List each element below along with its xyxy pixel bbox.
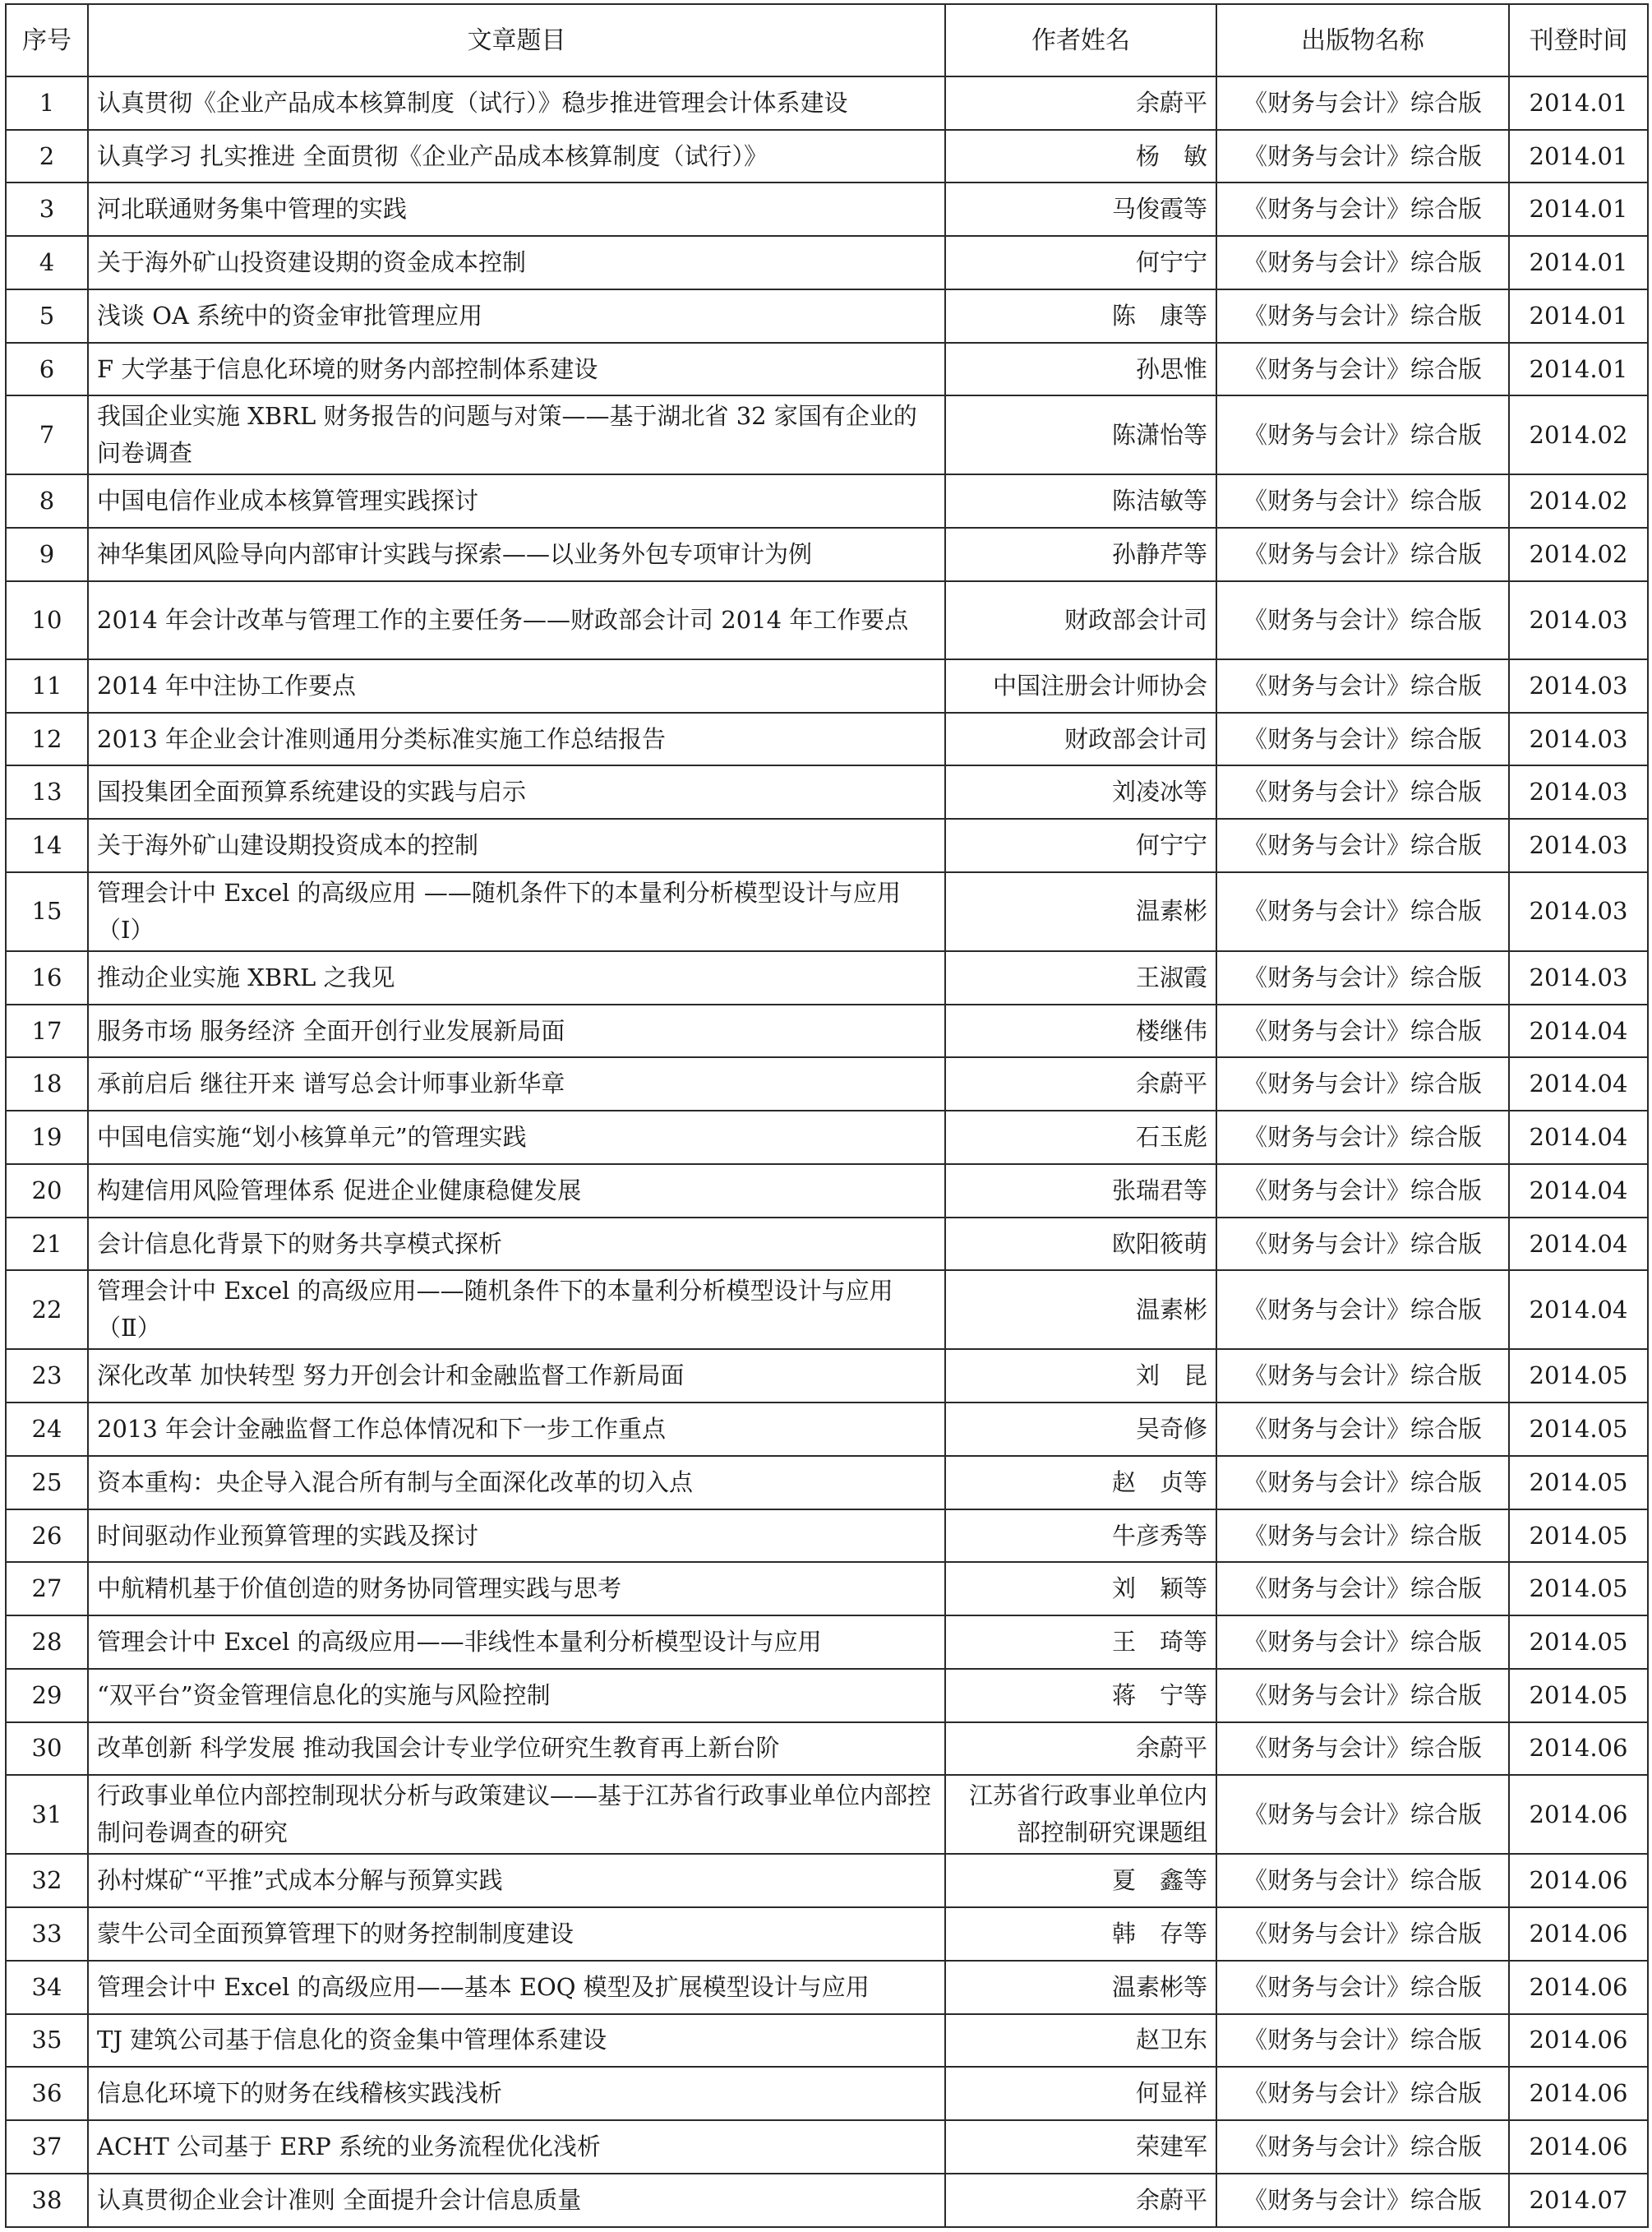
cell-publication: 《财务与会计》综合版 [1216, 76, 1509, 130]
cell-title: 推动企业实施 XBRL 之我见 [88, 951, 945, 1005]
cell-date: 2014.01 [1509, 130, 1648, 183]
table-row [6, 1961, 1648, 2014]
cell-no: 23 [6, 1349, 88, 1403]
cell-no: 35 [6, 2014, 88, 2068]
cell-title: 管理会计中 Excel 的高级应用——基本 EOQ 模型及扩展模型设计与应用 [88, 1961, 945, 2014]
cell-publication: 《财务与会计》综合版 [1216, 1111, 1509, 1164]
cell-date: 2014.06 [1509, 1907, 1648, 1961]
table-row [6, 713, 1648, 766]
cell-date: 2014.06 [1509, 2120, 1648, 2174]
cell-publication: 《财务与会计》综合版 [1216, 1270, 1509, 1349]
cell-no: 12 [6, 713, 88, 766]
cell-date: 2014.01 [1509, 76, 1648, 130]
cell-author: 江苏省行政事业单位内部控制研究课题组 [945, 1775, 1216, 1854]
cell-no: 34 [6, 1961, 88, 2014]
cell-publication: 《财务与会计》综合版 [1216, 819, 1509, 872]
cell-no: 10 [6, 581, 88, 659]
cell-author: 吴奇修 [945, 1403, 1216, 1456]
cell-publication: 《财务与会计》综合版 [1216, 1057, 1509, 1111]
cell-title: 服务市场 服务经济 全面开创行业发展新局面 [88, 1005, 945, 1058]
cell-author: 余蔚平 [945, 76, 1216, 130]
cell-author: 何显祥 [945, 2067, 1216, 2120]
cell-no: 16 [6, 951, 88, 1005]
cell-title: 认真贯彻企业会计准则 全面提升会计信息质量 [88, 2174, 945, 2227]
cell-no: 9 [6, 528, 88, 581]
cell-author: 孙静芹等 [945, 528, 1216, 581]
cell-no: 32 [6, 1854, 88, 1907]
cell-no: 26 [6, 1509, 88, 1563]
cell-date: 2014.04 [1509, 1057, 1648, 1111]
table-row [6, 1349, 1648, 1403]
cell-publication: 《财务与会计》综合版 [1216, 1164, 1509, 1218]
cell-publication: 《财务与会计》综合版 [1216, 183, 1509, 236]
cell-no: 36 [6, 2067, 88, 2120]
cell-no: 24 [6, 1403, 88, 1456]
cell-publication: 《财务与会计》综合版 [1216, 1615, 1509, 1669]
cell-publication: 《财务与会计》综合版 [1216, 130, 1509, 183]
cell-publication: 《财务与会计》综合版 [1216, 1669, 1509, 1722]
cell-date: 2014.06 [1509, 1722, 1648, 1776]
cell-author: 余蔚平 [945, 1057, 1216, 1111]
table-row [6, 183, 1648, 236]
table-row [6, 2174, 1648, 2227]
cell-publication: 《财务与会计》综合版 [1216, 1722, 1509, 1776]
cell-title: “双平台”资金管理信息化的实施与风险控制 [88, 1669, 945, 1722]
table-row [6, 130, 1648, 183]
cell-author: 张瑞君等 [945, 1164, 1216, 1218]
cell-author: 石玉彪 [945, 1111, 1216, 1164]
cell-publication: 《财务与会计》综合版 [1216, 713, 1509, 766]
cell-author: 赵卫东 [945, 2014, 1216, 2068]
cell-no: 3 [6, 183, 88, 236]
table-row [6, 236, 1648, 289]
cell-title: 国投集团全面预算系统建设的实践与启示 [88, 765, 945, 819]
cell-publication: 《财务与会计》综合版 [1216, 2174, 1509, 2227]
cell-date: 2014.01 [1509, 289, 1648, 343]
cell-date: 2014.03 [1509, 765, 1648, 819]
cell-no: 38 [6, 2174, 88, 2227]
cell-date: 2014.03 [1509, 951, 1648, 1005]
table-row [6, 1562, 1648, 1615]
table-row [6, 395, 1648, 474]
cell-title: ACHT 公司基于 ERP 系统的业务流程优化浅析 [88, 2120, 945, 2174]
cell-no: 22 [6, 1270, 88, 1349]
cell-date: 2014.05 [1509, 1403, 1648, 1456]
table-row [6, 2120, 1648, 2174]
cell-publication: 《财务与会计》综合版 [1216, 2014, 1509, 2068]
cell-title: 信息化环境下的财务在线稽核实践浅析 [88, 2067, 945, 2120]
cell-title: 2014 年中注协工作要点 [88, 659, 945, 713]
cell-date: 2014.05 [1509, 1456, 1648, 1509]
table-row [6, 2067, 1648, 2120]
table-row [6, 528, 1648, 581]
table-row [6, 76, 1648, 130]
cell-date: 2014.03 [1509, 872, 1648, 951]
cell-date: 2014.03 [1509, 659, 1648, 713]
cell-date: 2014.04 [1509, 1111, 1648, 1164]
cell-publication: 《财务与会计》综合版 [1216, 1456, 1509, 1509]
cell-title: 中国电信作业成本核算管理实践探讨 [88, 474, 945, 528]
cell-no: 30 [6, 1722, 88, 1776]
cell-no: 33 [6, 1907, 88, 1961]
cell-no: 28 [6, 1615, 88, 1669]
cell-title: 浅谈 OA 系统中的资金审批管理应用 [88, 289, 945, 343]
cell-author: 马俊霞等 [945, 183, 1216, 236]
cell-date: 2014.03 [1509, 819, 1648, 872]
cell-publication: 《财务与会计》综合版 [1216, 2067, 1509, 2120]
cell-date: 2014.02 [1509, 395, 1648, 474]
cell-no: 18 [6, 1057, 88, 1111]
cell-title: 神华集团风险导向内部审计实践与探索——以业务外包专项审计为例 [88, 528, 945, 581]
cell-date: 2014.04 [1509, 1164, 1648, 1218]
cell-date: 2014.06 [1509, 1854, 1648, 1907]
cell-date: 2014.05 [1509, 1509, 1648, 1563]
cell-author: 财政部会计司 [945, 713, 1216, 766]
cell-author: 何宁宁 [945, 819, 1216, 872]
cell-author: 荣建军 [945, 2120, 1216, 2174]
cell-author: 杨 敏 [945, 130, 1216, 183]
cell-title: 管理会计中 Excel 的高级应用 ——随机条件下的本量利分析模型设计与应用（Ⅰ） [88, 872, 945, 951]
cell-date: 2014.06 [1509, 1775, 1648, 1854]
table-row [6, 659, 1648, 713]
cell-date: 2014.04 [1509, 1270, 1648, 1349]
cell-publication: 《财务与会计》综合版 [1216, 872, 1509, 951]
cell-title: 行政事业单位内部控制现状分析与政策建议——基于江苏省行政事业单位内部控制问卷调查的研究 [88, 1775, 945, 1854]
cell-author: 王淑霞 [945, 951, 1216, 1005]
cell-title: TJ 建筑公司基于信息化的资金集中管理体系建设 [88, 2014, 945, 2068]
cell-author: 夏 鑫等 [945, 1854, 1216, 1907]
cell-no: 14 [6, 819, 88, 872]
table-row [6, 1456, 1648, 1509]
cell-date: 2014.01 [1509, 343, 1648, 396]
table-row [6, 289, 1648, 343]
cell-no: 25 [6, 1456, 88, 1509]
cell-publication: 《财务与会计》综合版 [1216, 395, 1509, 474]
cell-author: 温素彬 [945, 872, 1216, 951]
cell-publication: 《财务与会计》综合版 [1216, 1509, 1509, 1563]
table-row [6, 581, 1648, 659]
cell-date: 2014.06 [1509, 1961, 1648, 2014]
table-row [6, 1057, 1648, 1111]
cell-title: 中国电信实施“划小核算单元”的管理实践 [88, 1111, 945, 1164]
cell-date: 2014.05 [1509, 1669, 1648, 1722]
cell-date: 2014.01 [1509, 183, 1648, 236]
cell-no: 6 [6, 343, 88, 396]
cell-publication: 《财务与会计》综合版 [1216, 1349, 1509, 1403]
cell-date: 2014.04 [1509, 1218, 1648, 1271]
cell-date: 2014.06 [1509, 2014, 1648, 2068]
cell-author: 陈潇怡等 [945, 395, 1216, 474]
cell-author: 温素彬等 [945, 1961, 1216, 2014]
table-row [6, 1775, 1648, 1854]
cell-no: 17 [6, 1005, 88, 1058]
cell-no: 11 [6, 659, 88, 713]
header-publication: 出版物名称 [1216, 4, 1509, 76]
cell-date: 2014.04 [1509, 1005, 1648, 1058]
cell-author: 牛彦秀等 [945, 1509, 1216, 1563]
cell-author: 刘凌冰等 [945, 765, 1216, 819]
cell-publication: 《财务与会计》综合版 [1216, 1403, 1509, 1456]
table-row [6, 1722, 1648, 1776]
cell-date: 2014.05 [1509, 1615, 1648, 1669]
cell-author: 余蔚平 [945, 1722, 1216, 1776]
cell-title: 认真学习 扎实推进 全面贯彻《企业产品成本核算制度（试行）》 [88, 130, 945, 183]
cell-no: 8 [6, 474, 88, 528]
table-row [6, 765, 1648, 819]
header-author: 作者姓名 [945, 4, 1216, 76]
table-row [6, 1005, 1648, 1058]
cell-date: 2014.02 [1509, 528, 1648, 581]
header-no: 序号 [6, 4, 88, 76]
header-row [6, 4, 1648, 76]
cell-no: 19 [6, 1111, 88, 1164]
table-row [6, 1218, 1648, 1271]
cell-publication: 《财务与会计》综合版 [1216, 1562, 1509, 1615]
cell-no: 13 [6, 765, 88, 819]
cell-author: 刘 颖等 [945, 1562, 1216, 1615]
cell-title: 认真贯彻《企业产品成本核算制度（试行）》稳步推进管理会计体系建设 [88, 76, 945, 130]
cell-title: 蒙牛公司全面预算管理下的财务控制制度建设 [88, 1907, 945, 1961]
cell-author: 余蔚平 [945, 2174, 1216, 2227]
cell-no: 15 [6, 872, 88, 951]
cell-no: 5 [6, 289, 88, 343]
cell-title: 河北联通财务集中管理的实践 [88, 183, 945, 236]
cell-title: F 大学基于信息化环境的财务内部控制体系建设 [88, 343, 945, 396]
cell-publication: 《财务与会计》综合版 [1216, 474, 1509, 528]
cell-title: 我国企业实施 XBRL 财务报告的问题与对策——基于湖北省 32 家国有企业的问卷调查 [88, 395, 945, 474]
cell-publication: 《财务与会计》综合版 [1216, 765, 1509, 819]
table-row [6, 343, 1648, 396]
cell-date: 2014.02 [1509, 474, 1648, 528]
cell-author: 孙思惟 [945, 343, 1216, 396]
cell-no: 20 [6, 1164, 88, 1218]
cell-author: 蒋 宁等 [945, 1669, 1216, 1722]
table-row [6, 1403, 1648, 1456]
cell-title: 改革创新 科学发展 推动我国会计专业学位研究生教育再上新台阶 [88, 1722, 945, 1776]
cell-title: 构建信用风险管理体系 促进企业健康稳健发展 [88, 1164, 945, 1218]
cell-author: 何宁宁 [945, 236, 1216, 289]
table-row [6, 819, 1648, 872]
cell-date: 2014.01 [1509, 236, 1648, 289]
cell-author: 楼继伟 [945, 1005, 1216, 1058]
cell-title: 2013 年会计金融监督工作总体情况和下一步工作重点 [88, 1403, 945, 1456]
cell-no: 31 [6, 1775, 88, 1854]
cell-publication: 《财务与会计》综合版 [1216, 289, 1509, 343]
cell-title: 2014 年会计改革与管理工作的主要任务——财政部会计司 2014 年工作要点 [88, 581, 945, 659]
cell-publication: 《财务与会计》综合版 [1216, 1775, 1509, 1854]
table-body [6, 76, 1648, 2227]
cell-no: 37 [6, 2120, 88, 2174]
cell-title: 孙村煤矿“平推”式成本分解与预算实践 [88, 1854, 945, 1907]
cell-title: 承前启后 继往开来 谱写总会计师事业新华章 [88, 1057, 945, 1111]
cell-author: 刘 昆 [945, 1349, 1216, 1403]
cell-title: 资本重构：央企导入混合所有制与全面深化改革的切入点 [88, 1456, 945, 1509]
header-title: 文章题目 [88, 4, 945, 76]
cell-title: 管理会计中 Excel 的高级应用——非线性本量利分析模型设计与应用 [88, 1615, 945, 1669]
table-row [6, 1907, 1648, 1961]
cell-no: 4 [6, 236, 88, 289]
cell-publication: 《财务与会计》综合版 [1216, 1218, 1509, 1271]
cell-title: 管理会计中 Excel 的高级应用——随机条件下的本量利分析模型设计与应用（Ⅱ） [88, 1270, 945, 1349]
cell-publication: 《财务与会计》综合版 [1216, 2120, 1509, 2174]
cell-no: 29 [6, 1669, 88, 1722]
table-row [6, 1669, 1648, 1722]
cell-date: 2014.06 [1509, 2067, 1648, 2120]
cell-title: 时间驱动作业预算管理的实践及探讨 [88, 1509, 945, 1563]
cell-title: 2013 年企业会计准则通用分类标准实施工作总结报告 [88, 713, 945, 766]
cell-publication: 《财务与会计》综合版 [1216, 343, 1509, 396]
cell-no: 21 [6, 1218, 88, 1271]
table-row [6, 2014, 1648, 2068]
articles-table [5, 3, 1649, 2228]
cell-title: 关于海外矿山建设期投资成本的控制 [88, 819, 945, 872]
cell-no: 7 [6, 395, 88, 474]
cell-publication: 《财务与会计》综合版 [1216, 659, 1509, 713]
cell-date: 2014.05 [1509, 1562, 1648, 1615]
cell-author: 王 琦等 [945, 1615, 1216, 1669]
cell-publication: 《财务与会计》综合版 [1216, 1005, 1509, 1058]
table-row [6, 951, 1648, 1005]
cell-author: 陈洁敏等 [945, 474, 1216, 528]
cell-publication: 《财务与会计》综合版 [1216, 951, 1509, 1005]
cell-title: 中航精机基于价值创造的财务协同管理实践与思考 [88, 1562, 945, 1615]
cell-publication: 《财务与会计》综合版 [1216, 528, 1509, 581]
cell-date: 2014.07 [1509, 2174, 1648, 2227]
cell-date: 2014.03 [1509, 713, 1648, 766]
cell-date: 2014.05 [1509, 1349, 1648, 1403]
table-row [6, 1509, 1648, 1563]
header-date: 刊登时间 [1509, 4, 1648, 76]
cell-author: 温素彬 [945, 1270, 1216, 1349]
table-row [6, 1111, 1648, 1164]
cell-publication: 《财务与会计》综合版 [1216, 1961, 1509, 2014]
cell-author: 韩 存等 [945, 1907, 1216, 1961]
cell-publication: 《财务与会计》综合版 [1216, 581, 1509, 659]
cell-title: 会计信息化背景下的财务共享模式探析 [88, 1218, 945, 1271]
table-row [6, 474, 1648, 528]
cell-title: 关于海外矿山投资建设期的资金成本控制 [88, 236, 945, 289]
cell-author: 赵 贞等 [945, 1456, 1216, 1509]
cell-author: 中国注册会计师协会 [945, 659, 1216, 713]
cell-no: 2 [6, 130, 88, 183]
cell-publication: 《财务与会计》综合版 [1216, 1907, 1509, 1961]
cell-publication: 《财务与会计》综合版 [1216, 1854, 1509, 1907]
table-row [6, 1164, 1648, 1218]
cell-publication: 《财务与会计》综合版 [1216, 236, 1509, 289]
cell-author: 财政部会计司 [945, 581, 1216, 659]
table-header [6, 4, 1648, 76]
cell-no: 27 [6, 1562, 88, 1615]
cell-date: 2014.03 [1509, 581, 1648, 659]
cell-no: 1 [6, 76, 88, 130]
table-row [6, 872, 1648, 951]
table-row [6, 1854, 1648, 1907]
cell-author: 欧阳筱萌 [945, 1218, 1216, 1271]
table-row [6, 1270, 1648, 1349]
cell-author: 陈 康等 [945, 289, 1216, 343]
cell-title: 深化改革 加快转型 努力开创会计和金融监督工作新局面 [88, 1349, 945, 1403]
table-row [6, 1615, 1648, 1669]
